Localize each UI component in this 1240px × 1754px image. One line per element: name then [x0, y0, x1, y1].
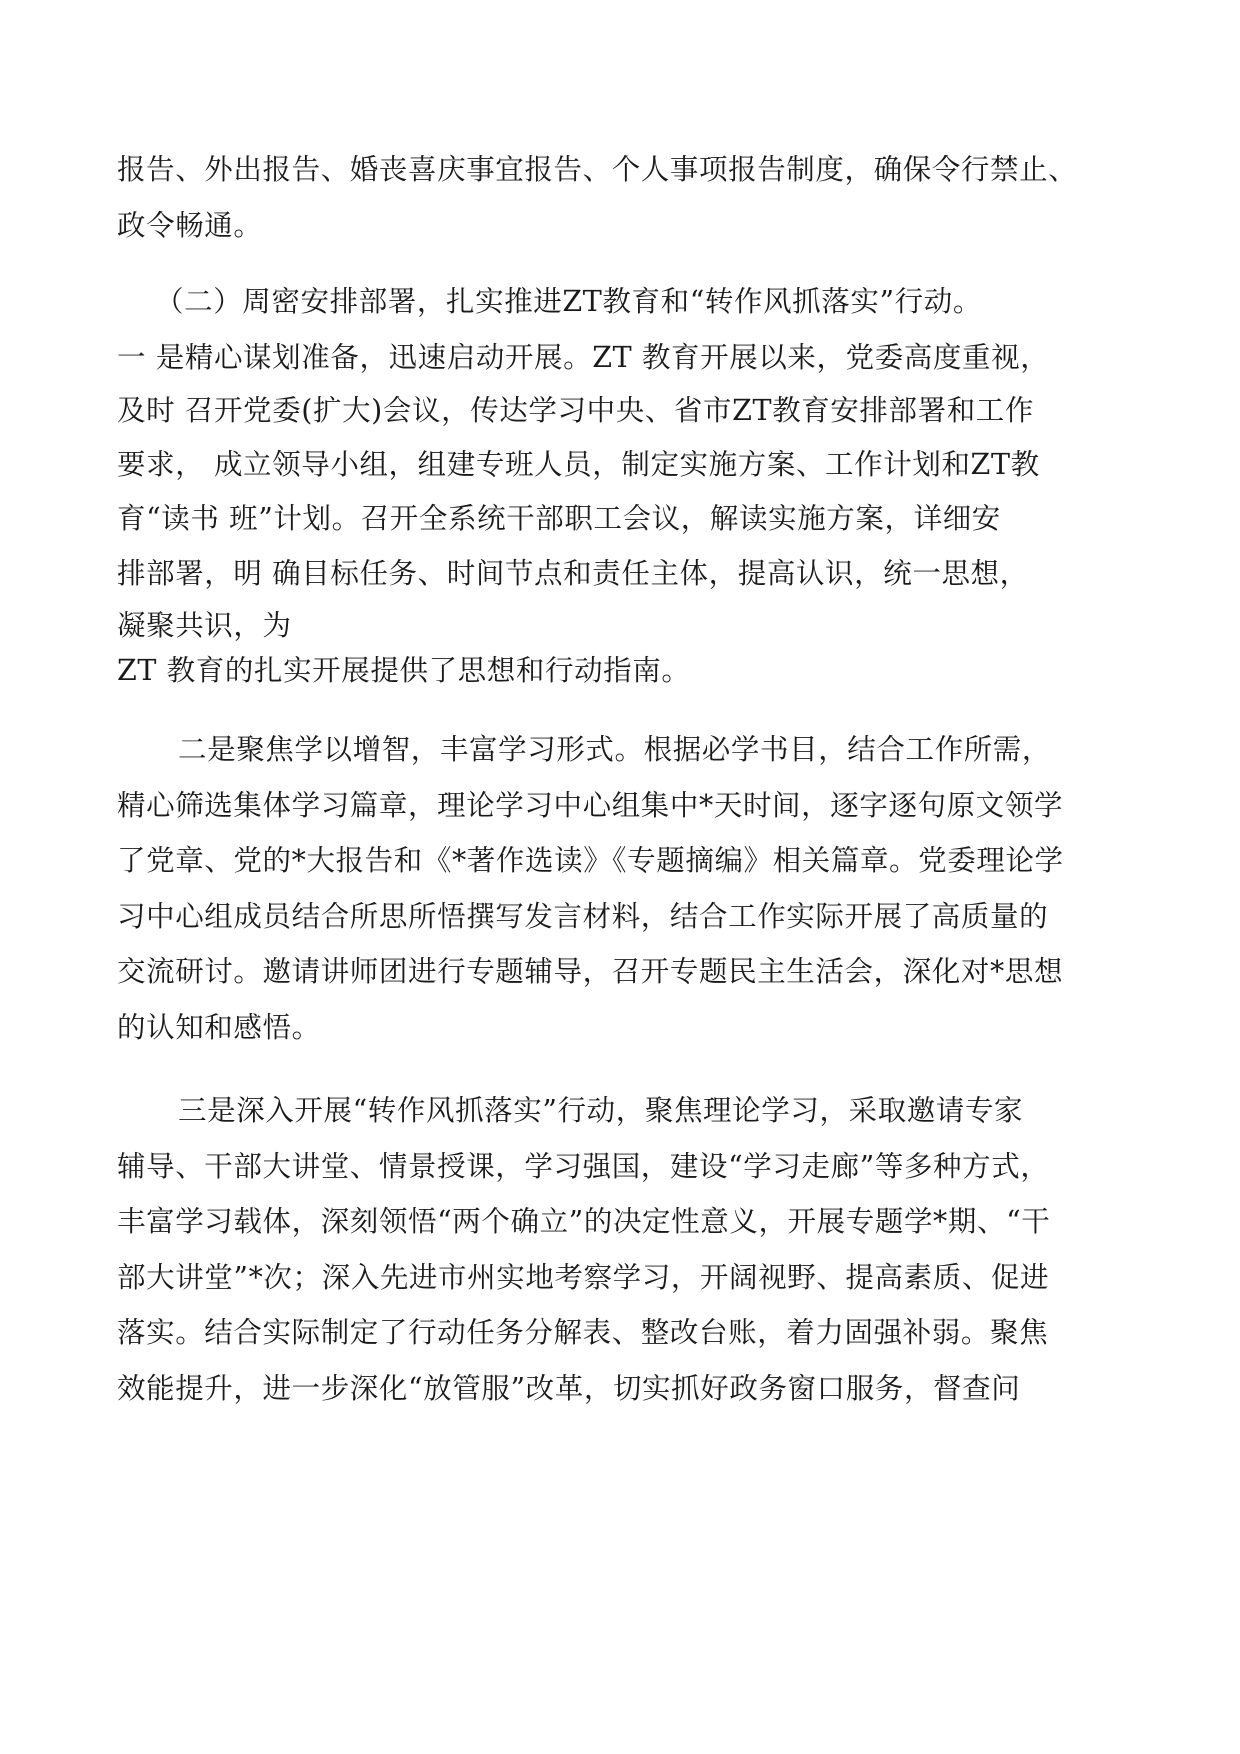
text-line: 的认知和感悟。: [117, 1011, 321, 1044]
text-line: 报告、外出报告、婚丧喜庆事宜报告、个人事项报告制度，确保令行禁止、: [117, 153, 1078, 186]
text-line: 部大讲堂”*次；深入先进市州实地考察学习，开阔视野、提高素质、促进: [117, 1261, 1050, 1294]
text-line: 凝聚共识，为: [117, 609, 292, 642]
text-line: 一 是精心谋划准备，迅速启动开展。ZT 教育开展以来，党委高度重视，: [117, 341, 1050, 374]
text-line: 了党章、党的*大报告和《*著作选读》《专题摘编》相关篇章。党委理论学: [117, 844, 1064, 877]
section-heading: （二）周密安排部署，扎实推进ZT教育和“转作风抓落实”行动。: [155, 285, 982, 318]
text-line: 排部署，明 确目标任务、时间节点和责任主体，提高认识，统一思想，: [117, 557, 1029, 590]
text-line: 及时 召开党委(扩大)会议，传达学习中央、省市ZT教育安排部署和工作: [117, 394, 1035, 427]
text-line: 精心筛选集体学习篇章，理论学习中心组集中*天时间，逐字逐句原文领学: [117, 789, 1064, 822]
paragraph-first-line: 三是深入开展“转作风抓落实”行动，聚焦理论学习，采取邀请专家: [178, 1094, 1024, 1127]
text-line: 交流研讨。邀请讲师团进行专题辅导，召开专题民主生活会，深化对*思想: [117, 955, 1064, 988]
text-line: 效能提升，进一步深化“放管服”改革，切实抓好政务窗口服务，督查问: [117, 1372, 1021, 1405]
text-line: 习中心组成员结合所思所悟撰写发言材料，结合工作实际开展了高质量的: [117, 900, 1049, 933]
text-line: 丰富学习载体，深刻领悟“两个确立”的决定性意义，开展专题学*期、“干: [117, 1205, 1051, 1238]
paragraph-first-line: 二是聚焦学以增智，丰富学习形式。根据必学书目，结合工作所需，: [178, 733, 1052, 766]
text-line: 育“读书 班”计划。召开全系统干部职工会议，解读实施方案，详细安: [117, 502, 1001, 535]
text-line: 政令畅通。: [117, 209, 263, 242]
text-line: ZT 教育的扎实开展提供了思想和行动指南。: [117, 654, 691, 687]
text-line: 要求， 成立领导小组，组建专班人员，制定实施方案、工作计划和ZT教: [117, 448, 1040, 481]
text-line: 辅导、干部大讲堂、情景授课，学习强国，建设“学习走廊”等多种方式，: [117, 1150, 1050, 1183]
text-line: 落实。结合实际制定了行动任务分解表、整改台账，着力固强补弱。聚焦: [117, 1316, 1049, 1349]
